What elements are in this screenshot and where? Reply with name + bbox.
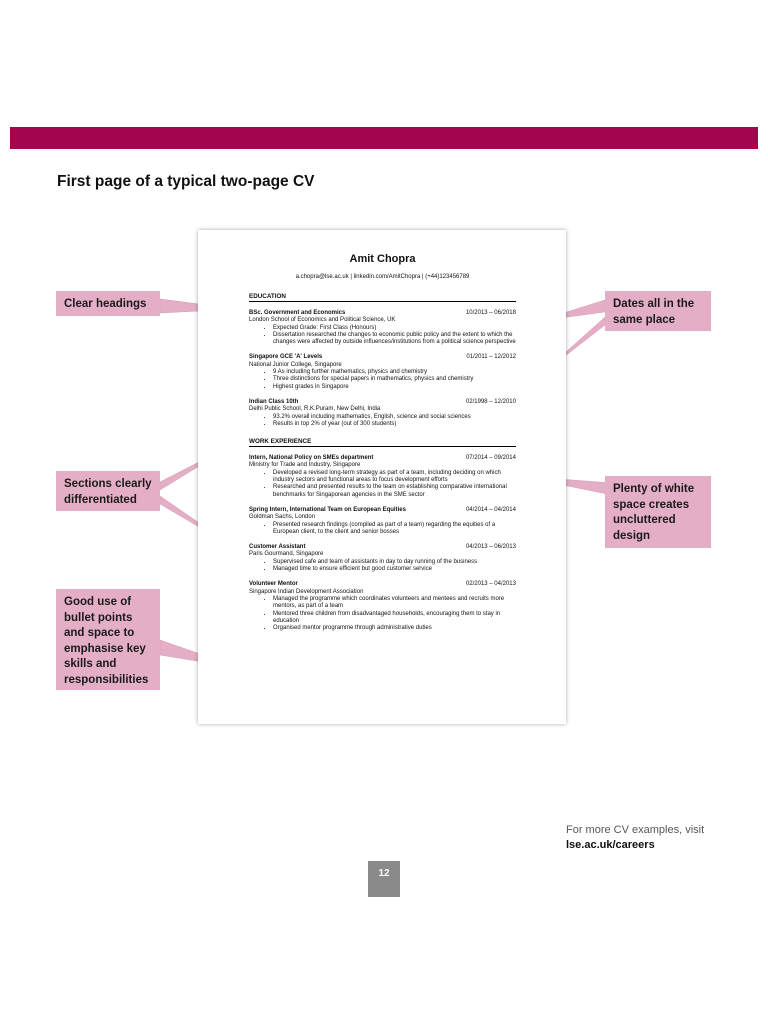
cv-entry-date: 07/2014 – 09/2014: [465, 455, 516, 462]
cv-bullet: • Results in top 2% of year (out of 300 students): [273, 421, 516, 428]
cv-entry: [249, 399, 516, 428]
cv-entry: [249, 581, 516, 632]
cv-bullet: • Researched and presented results to the team on establishing comparative international benchmarks for Singaporean agencies in the SME sector: [273, 484, 516, 499]
callout-white-space: Plenty of white space creates uncluttered design: [605, 476, 711, 548]
cv-bullet: • Presented research findings (compiled as part of a team) regarding the equities of a European client, to the client and senior bosses: [273, 522, 516, 537]
cv-entry-title: BSc. Government and Economics: [249, 310, 346, 316]
cv-entry-header: [249, 399, 516, 406]
cv-bullet: • Expected Grade: First Class (Honours): [273, 325, 516, 332]
cv-entry-header: [249, 455, 516, 462]
cv-entry-date: 10/2013 – 06/2018: [465, 310, 516, 316]
footer-note: [566, 823, 704, 853]
cv-bullet: • Managed the programme which coordinates volunteers and mentees and recruits more mentors, as part of a team: [273, 596, 516, 611]
footer-line: For more CV examples, visit: [566, 824, 705, 836]
cv-entry-bullets: [249, 369, 516, 391]
cv-entry-date: 01/2011 – 12/2012: [466, 354, 516, 361]
cv-entry-bullets: [249, 470, 516, 499]
cv-entry-bullets: [249, 522, 516, 537]
cv-entry-bullets: [249, 414, 516, 429]
cv-entry: [249, 507, 516, 536]
cv-entry-title: Indian Class 10th: [249, 398, 299, 405]
cv-entry-header: [249, 581, 516, 588]
cv-entry-date: 02/2013 – 04/2013: [465, 581, 516, 588]
cv-entry: [249, 310, 516, 346]
cv-entry-bullets: [249, 325, 516, 347]
cv-entry-title: Singapore GCE 'A' Levels: [249, 354, 323, 361]
cv-entry: [249, 544, 516, 573]
cv-entry-header: [249, 507, 516, 514]
cv-page: [198, 230, 566, 724]
page-title: First page of a typical two-page CV: [57, 173, 315, 190]
cv-entry-bullets: [249, 559, 516, 574]
cv-entry-org: Paris Gourmand, Singapore: [249, 551, 324, 558]
callout-sections-differentiated: Sections clearly differentiated: [56, 471, 160, 511]
cv-entry-title: Intern, National Policy on SMEs department: [249, 455, 374, 462]
cv-entry-date: 04/2014 – 04/2014: [465, 506, 516, 513]
callout-bullet-points: Good use of bullet points and space to emphasise key skills and responsibilities: [56, 589, 160, 690]
callout-dates-same-place: Dates all in the same place: [605, 291, 711, 331]
cv-entry-title: Customer Assistant: [249, 544, 306, 551]
cv-entry-org: Ministry for Trade and Industry, Singapore: [249, 462, 361, 469]
cv-name: Amit Chopra: [349, 253, 416, 265]
cv-entry-date: 04/2013 – 06/2013: [465, 544, 516, 551]
cv-bullet: • 9 As including further mathematics, physics and chemistry: [273, 369, 516, 376]
header-band: [10, 127, 758, 149]
cv-bullet: • Supervised cafe and team of assistants in day to day running of the business: [273, 559, 516, 566]
cv-entry-header: [249, 354, 516, 361]
cv-entry-title: Spring Intern, International Team on European Equities: [249, 506, 406, 513]
cv-entry-header: [249, 544, 516, 551]
cv-entry-header: [249, 310, 516, 317]
cv-bullet: • Highest grades in Singapore: [273, 384, 516, 391]
cv-entry-org: National Junior College, Singapore: [249, 361, 342, 368]
cv-bullet: • Three distinctions for special papers in mathematics, physics and chemistry: [273, 376, 516, 383]
cv-education-list: [249, 310, 516, 428]
cv-bullet: • Dissertation researched the changes to economic public policy and the extent to which the changes were affected by outside influences/institutions from a political science perspective: [273, 332, 516, 347]
cv-work-heading: WORK EXPERIENCE: [249, 438, 516, 447]
cv-entry-org: London School of Economics and Political Science, UK: [249, 317, 396, 324]
page-number: 12: [368, 861, 400, 897]
cv-entry-date: 02/1998 – 12/2010: [465, 398, 516, 405]
cv-entry-org: Delhi Public School, R.K.Puram, New Delhi, India: [249, 406, 381, 413]
cv-entry-org: Singapore Indian Development Association: [249, 588, 364, 595]
cv-bullet: • Managed time to ensure efficient but good customer service: [273, 566, 516, 573]
cv-entry-bullets: [249, 596, 516, 632]
cv-work-list: [249, 455, 516, 632]
cv-entry-title: Volunteer Mentor: [249, 581, 298, 588]
cv-entry: [249, 354, 516, 390]
cv-entry-org: Goldman Sachs, London: [249, 514, 316, 521]
callout-clear-headings: Clear headings: [56, 291, 160, 316]
cv-contact: a.chopra@lse.ac.uk | linkedin.com/AmitChopra | (+44)123456789: [295, 274, 470, 280]
cv-entry: [249, 455, 516, 499]
cv-education-heading: EDUCATION: [249, 293, 516, 302]
cv-bullet: • Mentored three children from disadvantaged households, encouraging them to stay in education: [273, 611, 516, 626]
footer-link[interactable]: lse.ac.uk/careers: [566, 839, 655, 851]
cv-bullet: • Organised mentor programme through administrative duties: [273, 625, 516, 632]
cv-bullet: • 93.2% overall including mathematics, English, science and social sciences: [273, 414, 516, 421]
cv-bullet: • Developed a revised long-term strategy as part of a team, including deciding on which industry sectors and functional areas to focus development efforts: [273, 470, 516, 485]
